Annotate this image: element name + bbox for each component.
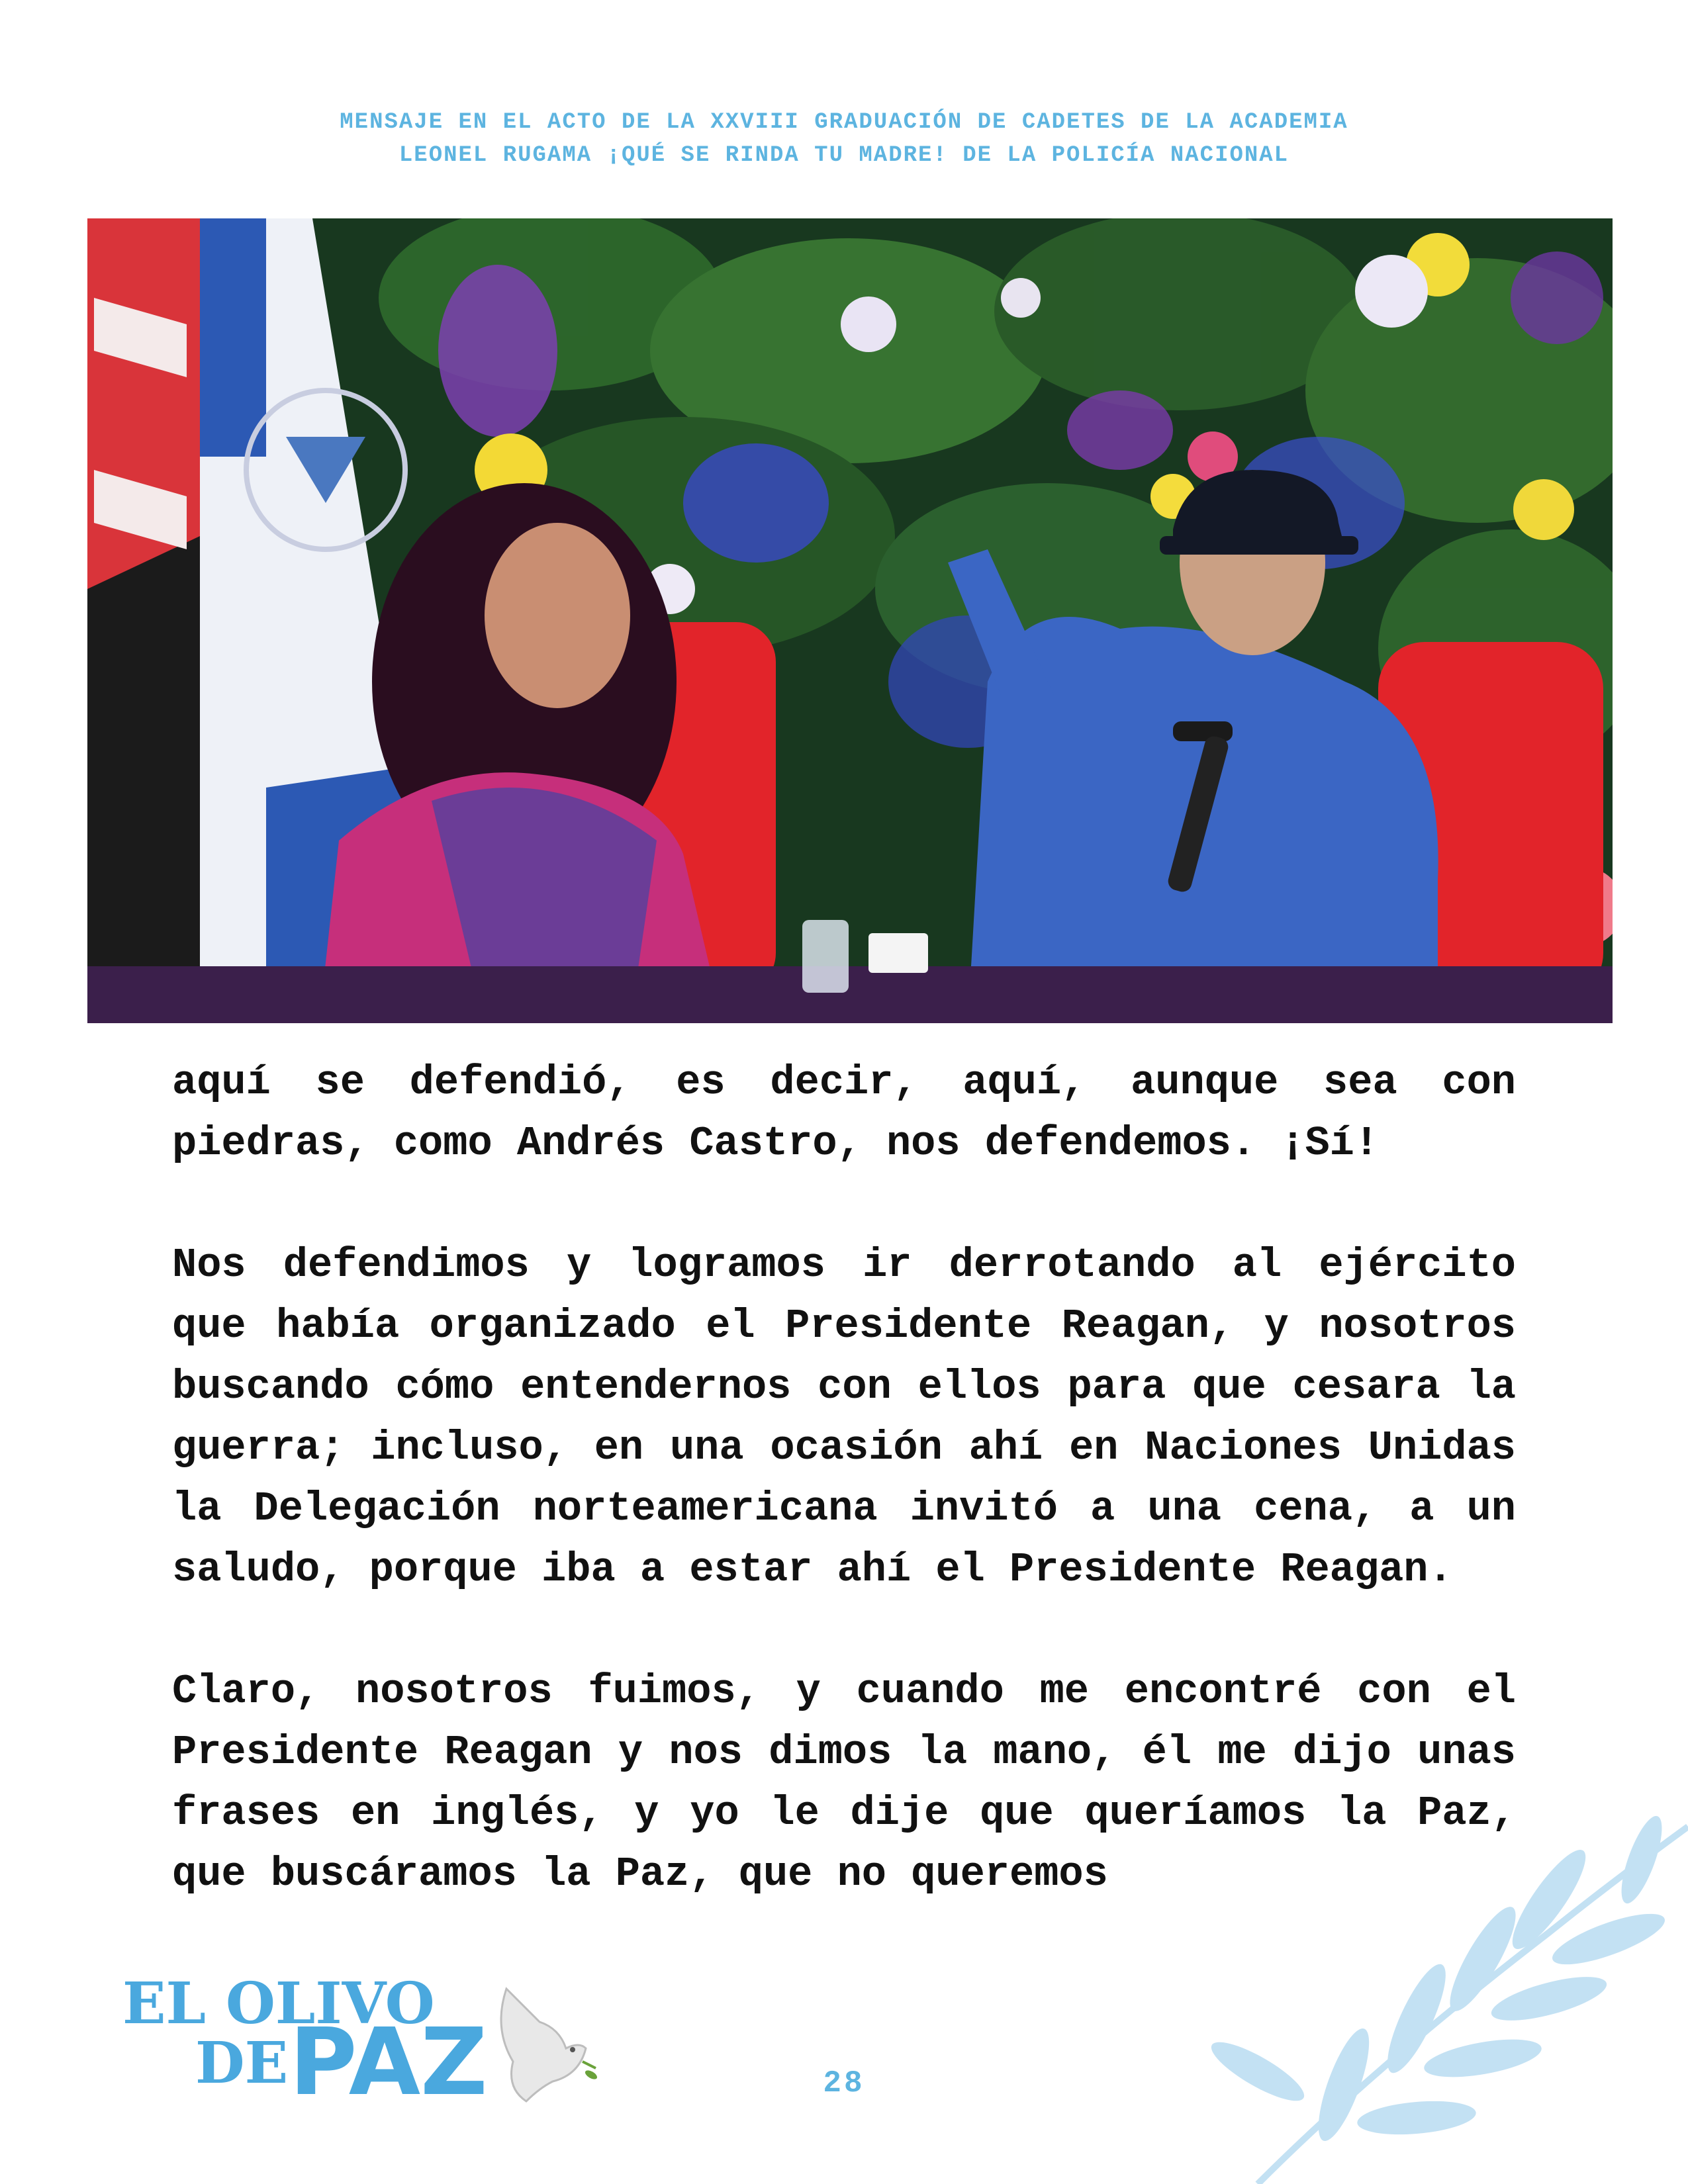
paragraph-1: aquí se defendió, es decir, aquí, aunque sea con piedras, como Andrés Castro, nos defendemos. ¡Sí! — [172, 1059, 1516, 1167]
paragraph-3: Claro, nosotros fuimos, y cuando me encontré con el Presidente Reagan y nos dimos la mano, él me dijo unas frases en inglés, y yo le dije que queríamos la Paz, que buscáramos la Paz, que no queremos — [172, 1668, 1516, 1897]
body-text — [172, 1052, 1516, 1905]
page-number: 28 — [823, 2066, 865, 2101]
el-olivo-de-paz-logo — [122, 1970, 599, 2116]
olive-branch-icon — [1178, 1787, 1688, 2184]
logo-paz: PAZ — [289, 2009, 488, 2116]
paragraph-2: Nos defendimos y logramos ir derrotando al ejército que había organizado el Presidente Reagan, y nosotros buscando cómo entendernos con ellos para que cesara la guerra; incluso, en una ocasión ahí en Naciones Unidas la Delegación norteamericana invitó a una cena, a un saludo, porque iba a estar ahí el Presidente Reagan. — [172, 1242, 1516, 1593]
logo-de: DE — [195, 2030, 289, 2097]
header-line-1: MENSAJE EN EL ACTO DE LA XXVIII GRADUACIÓN DE CADETES DE LA ACADEMIA — [340, 110, 1348, 135]
event-photo — [87, 218, 1613, 1023]
header-line-2: LEONEL RUGAMA ¡QUÉ SE RINDA TU MADRE! DE LA POLICÍA NACIONAL — [399, 143, 1289, 168]
dove-icon — [480, 1976, 599, 2108]
logo-line-1: EL OLIVO — [122, 1970, 435, 2037]
page-header — [0, 106, 1688, 172]
